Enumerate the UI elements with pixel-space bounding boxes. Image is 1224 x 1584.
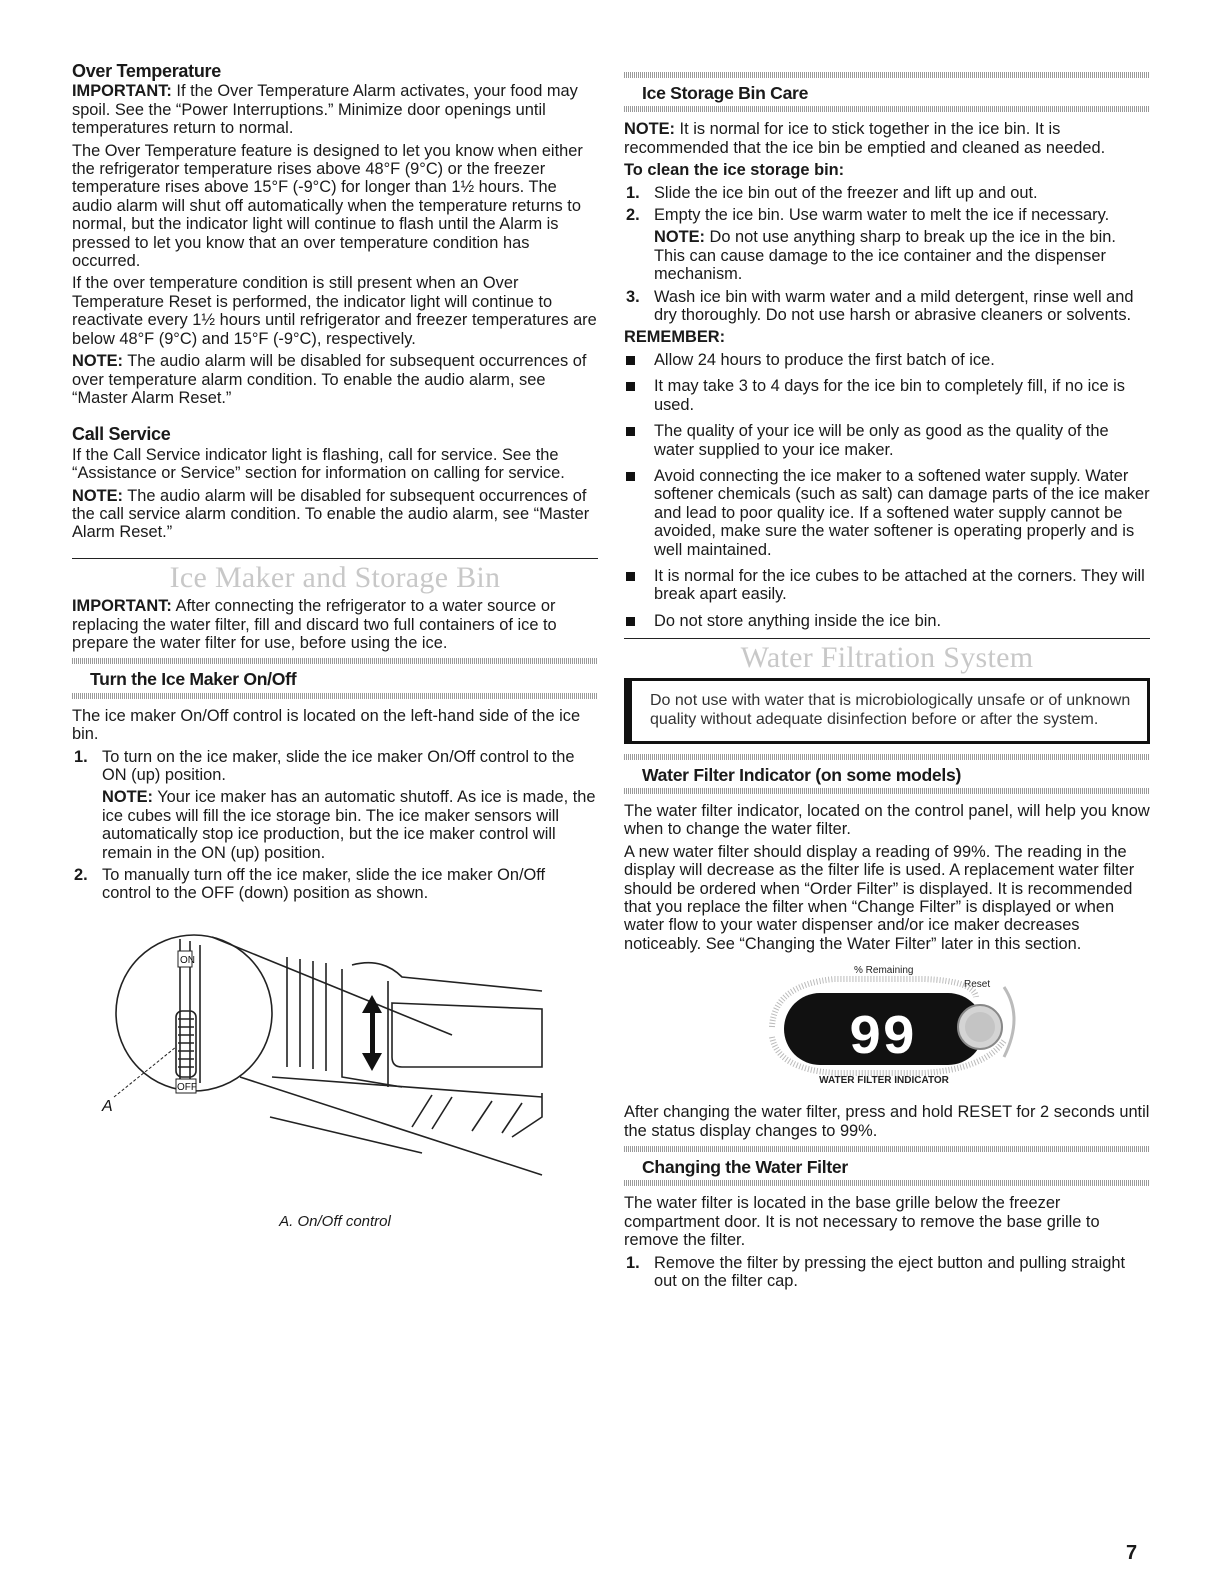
ice-bin-care-subhead (624, 72, 1150, 112)
list-item: Allow 24 hours to produce the first batch of ice. (624, 351, 1150, 369)
callout-a-label: A (102, 1097, 113, 1115)
ice-maker-intro: The ice maker On/Off control is located on the left-hand side of the ice bin. (72, 706, 581, 744)
list-item: Do not store anything inside the ice bin. (624, 612, 1150, 630)
ice-maker-steps (72, 748, 598, 903)
section-divider (72, 558, 598, 559)
clean-bin-steps (624, 184, 1150, 325)
indicator-panel-drawing (624, 957, 1150, 1097)
changing-filter-heading: Changing the Water Filter (642, 1157, 848, 1178)
turn-ice-maker-heading: Turn the Ice Maker On/Off (90, 669, 297, 690)
filter-location: The water filter is located in the base grille below the freezer compartment door. It is not necessary to remove the base grille to remove the filter. (624, 1194, 1100, 1250)
bullet-square-icon (626, 617, 635, 626)
remember-bullets (624, 351, 1150, 630)
list-item: Avoid connecting the ice maker to a softened water supply. Water softener chemicals (such as salt) can damage parts of the ice maker and lead to poor quality ice. If a softened water supply cannot be avoided, make sure the water softener is operating properly and is well maintained. (624, 467, 1150, 559)
call-service-heading: Call Service (72, 424, 171, 445)
indicator-description: The water filter indicator, located on the control panel, will help you know when to change the water filter. (624, 801, 1150, 839)
left-column (72, 62, 598, 1237)
ice-maker-illustration (72, 907, 598, 1237)
bullet-square-icon (626, 382, 635, 391)
page-number: 7 (1126, 1542, 1138, 1564)
water-filter-indicator-panel (624, 957, 1150, 1097)
bullet-square-icon (626, 427, 635, 436)
list-item: 2. Empty the ice bin. Use warm water to melt the ice if necessary. NOTE: Do not use anything sharp to break up the ice in the bin. This can cause damage to the ice container and the dispenser mechanism. (624, 206, 1150, 284)
right-column (624, 62, 1150, 1294)
list-item: 3. Wash ice bin with warm water and a mild detergent, rinse well and dry thoroughly. Do not use harsh or abrasive cleaners or solvents. (626, 287, 1134, 325)
water-safety-warning: Do not use with water that is microbiologically unsafe or of unknown quality without adequate disinfection before or after the system. (624, 678, 1150, 744)
step-note: NOTE: Your ice maker has an automatic shutoff. As ice is made, the ice cubes will fill the ice storage bin. The ice maker sensors will automatically stop ice production, but the ice maker control will remain in the ON (up) position. (102, 788, 596, 862)
changing-filter-subhead (624, 1146, 1150, 1186)
list-item: It may take 3 to 4 days for the ice bin to completely fill, if no ice is used. (624, 377, 1150, 414)
list-item: 1. Slide the ice bin out of the freezer and lift up and out. (626, 183, 1038, 202)
list-item: 1. Remove the filter by pressing the eject button and pulling straight out on the filter cap. (626, 1253, 1126, 1291)
over-temperature-description: The Over Temperature feature is designed to let you know when either the refrigerator temperature rises above 48°F (9°C) or the freezer temperature rises above 15°F (-9°C) for longer than 1½ hours. The audio alarm will shut off automatically when the temperature returns to normal, but the indicator light will continue to flash until the Alarm is pressed to let you know that an over temperature condition has occurred. (72, 141, 583, 271)
water-filtration-section-title: Water Filtration System (740, 641, 1034, 675)
ice-maker-section-title: Ice Maker and Storage Bin (169, 560, 501, 594)
indicator-reading-info: A new water filter should display a reading of 99%. The reading in the display will decrease as the filter life is used. A replacement water filter should be ordered when “Order Filter” is displayed. It is recommended that you replace the filter when “Change Filter” is displayed or when water flow to your water dispenser and/or ice maker decreases noticeably. See “Changing the Water Filter” later in this section. (624, 842, 1135, 953)
water-filter-indicator-heading: Water Filter Indicator (on some models) (642, 764, 962, 785)
list-item: It is normal for the ice cubes to be attached at the corners. They will break apart easily. (624, 567, 1150, 604)
call-service-note: NOTE: The audio alarm will be disabled for subsequent occurrences of the call service alarm condition. To enable the audio alarm, see “Master Alarm Reset.” (72, 486, 590, 542)
ice-bin-note: NOTE: It is normal for ice to stick together in the ice bin. It is recommended that the ice bin be emptied and cleaned as needed. (624, 120, 1106, 157)
bullet-square-icon (626, 472, 635, 481)
figure-caption: A. On/Off control (279, 1212, 391, 1230)
ice-maker-important: IMPORTANT: After connecting the refrigerator to a water source or replacing the water filter, fill and discard two full containers of ice to prepare the water filter for use, before using the ice. (72, 597, 557, 652)
percent-remaining-label: % Remaining (854, 965, 914, 977)
over-temperature-note: NOTE: The audio alarm will be disabled for subsequent occurrences of over temperature alarm condition. To enable the audio alarm, see “Master Alarm Reset.” (72, 352, 587, 407)
list-item: 2. To manually turn off the ice maker, slide the ice maker On/Off control to the OFF (down) position as shown. (74, 866, 546, 903)
step-note: NOTE: Do not use anything sharp to break up the ice in the bin. This can cause damage to the ice container and the dispenser mechanism. (654, 228, 1116, 284)
list-item: The quality of your ice will be only as good as the quality of the water supplied to your ice maker. (624, 422, 1150, 459)
changing-filter-steps (624, 1254, 1150, 1291)
reset-label: Reset (964, 979, 991, 991)
remember-label: REMEMBER: (624, 328, 726, 347)
ice-maker-drawing (72, 917, 598, 1217)
turn-ice-maker-subhead (72, 658, 598, 698)
panel-label: WATER FILTER INDICATOR (819, 1075, 949, 1087)
over-temperature-heading: Over Temperature (72, 61, 221, 81)
reset-instructions: After changing the water filter, press and hold RESET for 2 seconds until the status display changes to 99%. (624, 1103, 1150, 1140)
bullet-square-icon (626, 356, 635, 365)
display-digits: 99 (848, 1006, 916, 1071)
over-temperature-reset-info: If the over temperature condition is still present when an Over Temperature Reset is performed, the indicator light will continue to reactivate every 1½ hours until refrigerator and freezer temperatures are below 48°F (9°C) and 15°F (-9°C), respectively. (72, 274, 597, 348)
on-label: ON (180, 954, 195, 966)
call-service-description: If the Call Service indicator light is flashing, call for service. See the “Assistance or Service” section for information on calling for service. (72, 445, 565, 483)
clean-bin-label: To clean the ice storage bin: (624, 161, 845, 180)
bullet-square-icon (626, 572, 635, 581)
off-label: OFF (177, 1081, 197, 1093)
up-down-arrow-icon (362, 995, 382, 1071)
over-temperature-important: IMPORTANT: If the Over Temperature Alarm activates, your food may spoil. See the “Power Interruptions.” Minimize door openings until temperatures return to normal. (72, 82, 578, 138)
water-filter-indicator-subhead (624, 754, 1150, 794)
ice-bin-care-heading: Ice Storage Bin Care (642, 83, 809, 103)
section-divider (624, 638, 1150, 639)
list-item: 1. To turn on the ice maker, slide the ice maker On/Off control to the ON (up) position. NOTE: Your ice maker has an automatic shutoff. As ice is made, the ice cubes will fill the ice storage bin. The ice maker sensors will automatically stop ice production, but the ice maker control will remain in the ON (up) position. (72, 748, 598, 862)
